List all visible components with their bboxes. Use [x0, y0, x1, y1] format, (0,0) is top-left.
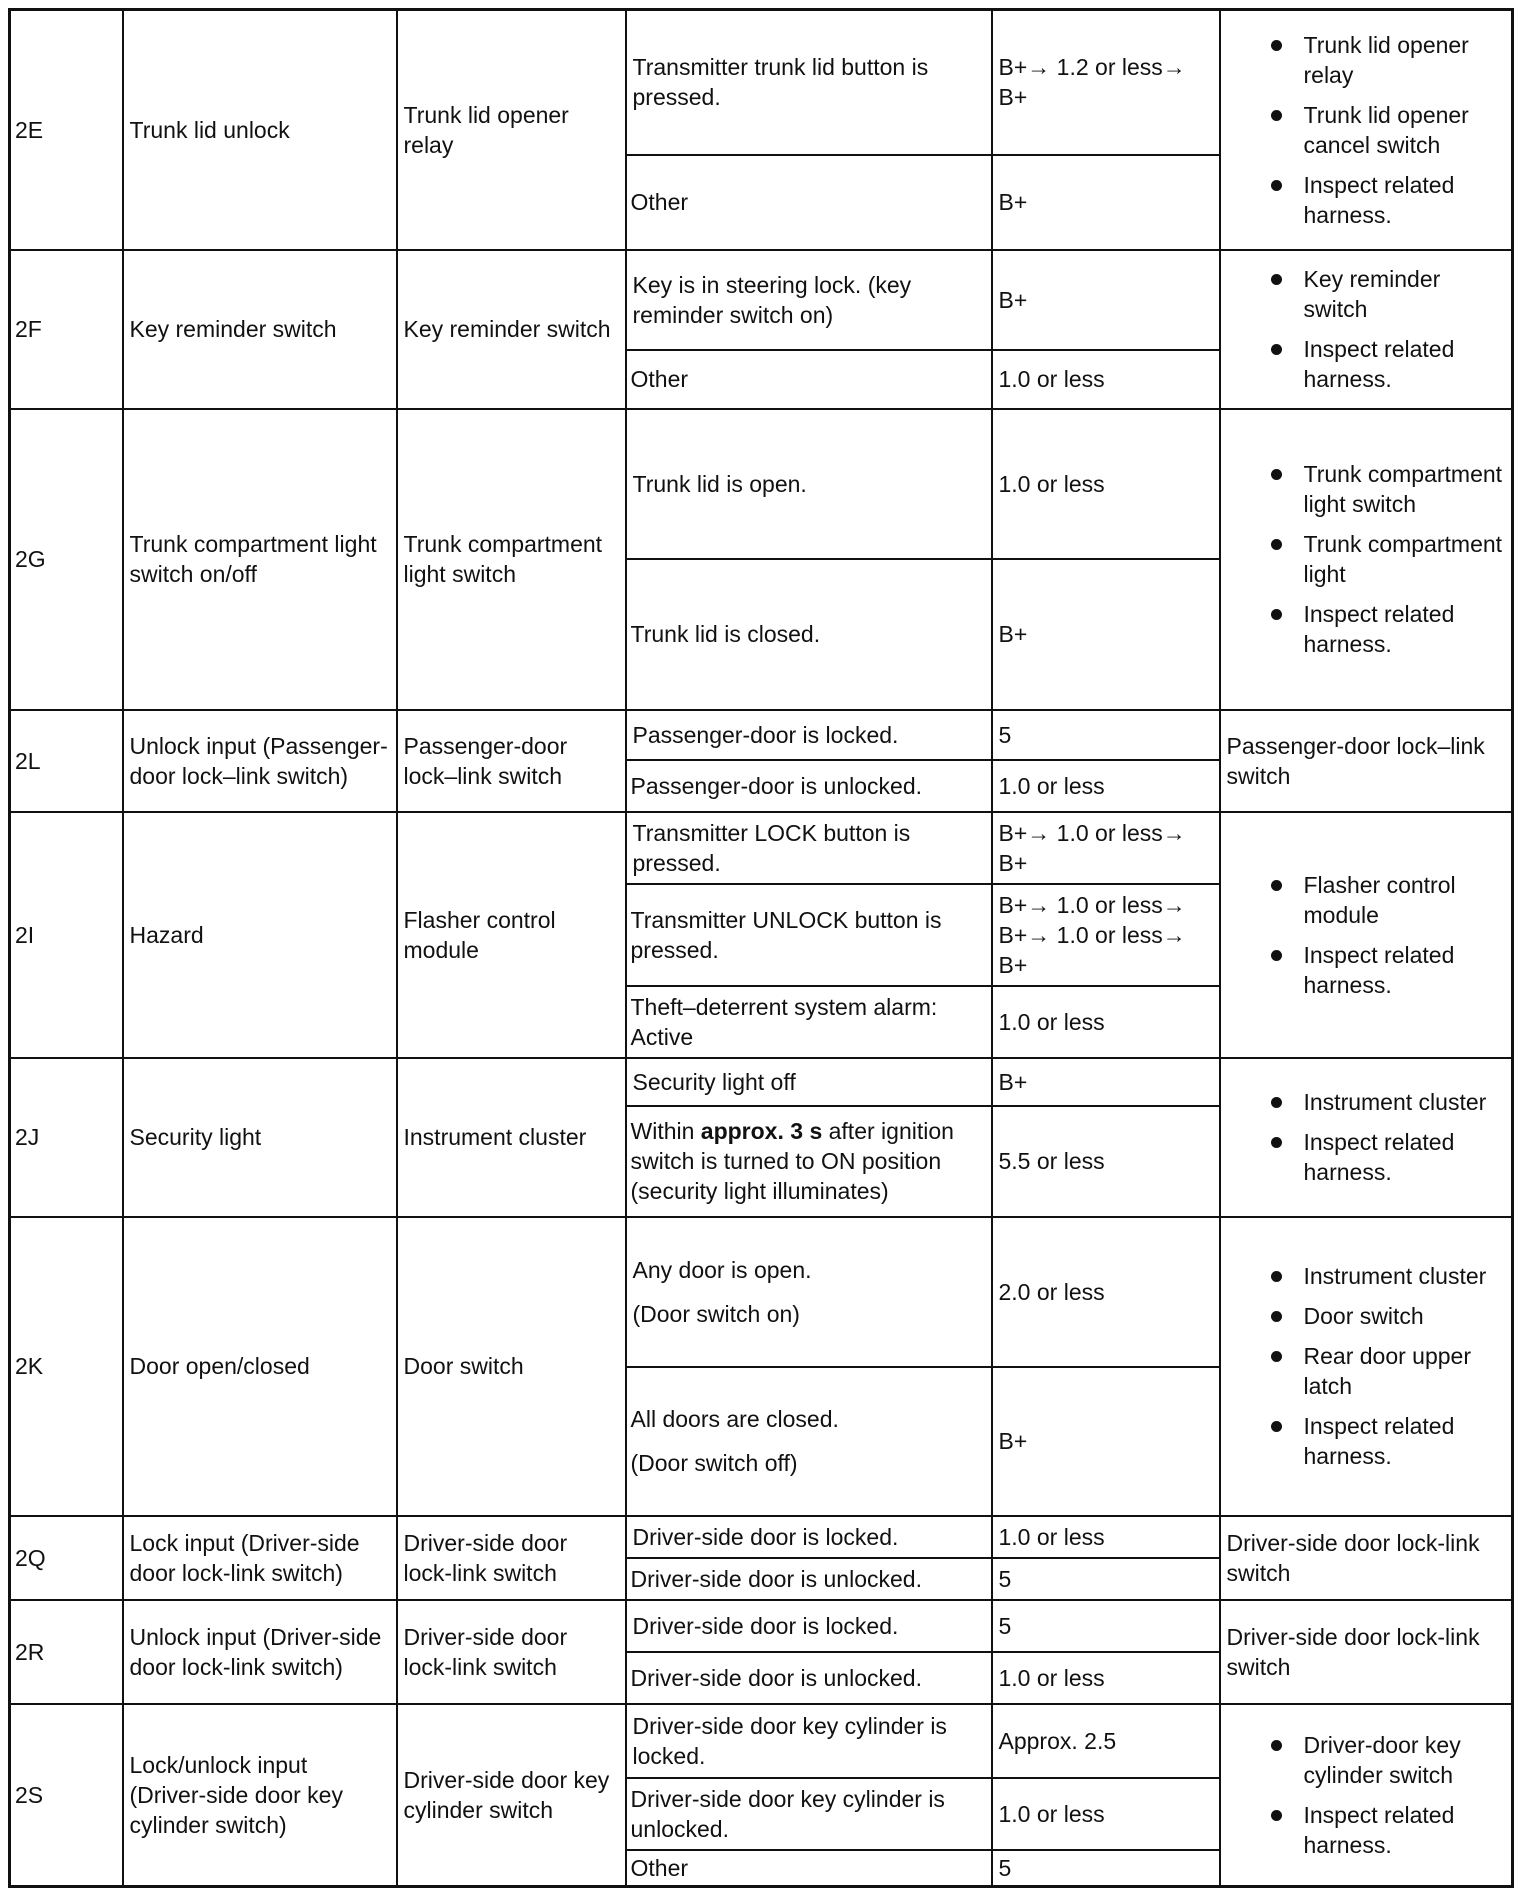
inspection-item: Inspect related harness. — [1227, 599, 1506, 659]
connected-to-cell: Trunk lid opener relay — [397, 10, 626, 250]
voltage-cell: 5 — [992, 1600, 1220, 1652]
connected-to-cell: Driver-side door key cylinder switch — [397, 1704, 626, 1887]
voltage-cell: B+→ 1.0 or less→ B+→ 1.0 or less→ B+ — [992, 884, 1220, 986]
terminal-cell: 2L — [10, 710, 123, 812]
inspection-item: Inspect related harness. — [1227, 1411, 1506, 1471]
inspection-item: Instrument cluster — [1227, 1261, 1506, 1291]
voltage-cell: B+→ 1.0 or less→ B+ — [992, 812, 1220, 884]
condition-cell: Trunk lid is open. — [626, 409, 992, 559]
terminal-cell: 2J — [10, 1058, 123, 1217]
signal-cell: Security light — [123, 1058, 397, 1217]
table-row — [10, 1058, 1513, 1106]
inspection-item: Inspect related harness. — [1227, 940, 1506, 1000]
terminal-cell: 2G — [10, 409, 123, 710]
condition-cell: Driver-side door key cylinder is unlocked. — [626, 1778, 992, 1850]
signal-cell: Door open/closed — [123, 1217, 397, 1516]
condition-cell: Passenger-door is unlocked. — [626, 760, 992, 812]
condition-cell — [626, 1217, 992, 1367]
inspection-cell — [1220, 250, 1513, 409]
voltage-cell: B+ — [992, 1367, 1220, 1516]
signal-cell: Unlock input (Driver-side door lock-link switch) — [123, 1600, 397, 1704]
condition-note: (Door switch off) — [630, 1450, 798, 1476]
terminal-cell: 2I — [10, 812, 123, 1058]
inspection-item: Inspect related harness. — [1227, 1800, 1506, 1860]
inspection-list — [1227, 264, 1506, 394]
voltage-cell: B+ — [992, 559, 1220, 710]
voltage-cell: 2.0 or less — [992, 1217, 1220, 1367]
signal-cell: Trunk lid unlock — [123, 10, 397, 250]
inspection-cell — [1220, 1217, 1513, 1516]
condition-cell: Driver-side door is locked. — [626, 1516, 992, 1558]
table-row — [10, 10, 1513, 155]
condition-cell: Transmitter trunk lid button is pressed. — [626, 10, 992, 155]
condition-note: (Door switch on) — [632, 1300, 800, 1327]
condition-cell: Other — [626, 155, 992, 250]
inspection-list — [1227, 870, 1506, 1000]
voltage-cell: 1.0 or less — [992, 760, 1220, 812]
inspection-item: Key reminder switch — [1227, 264, 1506, 324]
inspection-cell — [1220, 812, 1513, 1058]
voltage-cell: B+→ 1.2 or less→ B+ — [992, 10, 1220, 155]
connected-to-cell: Flasher control module — [397, 812, 626, 1058]
table-row — [10, 409, 1513, 559]
condition-cell: Transmitter LOCK button is pressed. — [626, 812, 992, 884]
voltage-cell: 1.0 or less — [992, 350, 1220, 409]
table-row — [10, 250, 1513, 350]
inspection-item: Trunk lid opener relay — [1227, 30, 1506, 90]
condition-cell — [626, 1106, 992, 1217]
condition-text: Within — [630, 1118, 701, 1144]
condition-cell: Other — [626, 350, 992, 409]
voltage-cell: 5 — [992, 1850, 1220, 1887]
inspection-cell: Passenger-door lock–link switch — [1220, 710, 1513, 812]
terminal-voltage-table — [8, 8, 1514, 1888]
condition-cell: Driver-side door is unlocked. — [626, 1652, 992, 1704]
inspection-item: Inspect related harness. — [1227, 1127, 1506, 1187]
inspection-item: Trunk compartment light switch — [1227, 459, 1506, 519]
table-row — [10, 1600, 1513, 1652]
table-row — [10, 1516, 1513, 1558]
table-row — [10, 1704, 1513, 1778]
table-row — [10, 812, 1513, 884]
condition-text: All doors are closed. — [630, 1406, 839, 1432]
condition-cell: Trunk lid is closed. — [626, 559, 992, 710]
voltage-cell: 5 — [992, 1558, 1220, 1600]
connected-to-cell: Door switch — [397, 1217, 626, 1516]
connected-to-cell: Passenger-door lock–link switch — [397, 710, 626, 812]
voltage-cell: 5.5 or less — [992, 1106, 1220, 1217]
voltage-cell: 1.0 or less — [992, 409, 1220, 559]
inspection-list — [1227, 1087, 1506, 1187]
terminal-cell: 2E — [10, 10, 123, 250]
condition-emphasis: approx. 3 s — [700, 1118, 823, 1144]
condition-cell: Security light off — [626, 1058, 992, 1106]
connected-to-cell: Driver-side door lock-link switch — [397, 1516, 626, 1600]
connected-to-cell: Key reminder switch — [397, 250, 626, 409]
inspection-item: Inspect related harness. — [1227, 334, 1506, 394]
signal-cell: Lock input (Driver-side door lock-link switch) — [123, 1516, 397, 1600]
voltage-cell: 1.0 or less — [992, 1778, 1220, 1850]
signal-cell: Lock/unlock input (Driver-side door key cylinder switch) — [123, 1704, 397, 1887]
inspection-item: Door switch — [1227, 1301, 1506, 1331]
inspection-cell — [1220, 1704, 1513, 1887]
inspection-item: Instrument cluster — [1227, 1087, 1506, 1117]
condition-cell: Driver-side door is locked. — [626, 1600, 992, 1652]
connected-to-cell: Driver-side door lock-link switch — [397, 1600, 626, 1704]
terminal-cell: 2S — [10, 1704, 123, 1887]
inspection-list — [1227, 459, 1506, 659]
terminal-cell: 2Q — [10, 1516, 123, 1600]
condition-cell — [626, 1367, 992, 1516]
connected-to-cell: Trunk compartment light switch — [397, 409, 626, 710]
table-row — [10, 1217, 1513, 1367]
inspection-cell — [1220, 409, 1513, 710]
condition-cell: Key is in steering lock. (key reminder switch on) — [626, 250, 992, 350]
condition-cell: Driver-side door is unlocked. — [626, 1558, 992, 1600]
terminal-cell: 2R — [10, 1600, 123, 1704]
inspection-cell: Driver-side door lock-link switch — [1220, 1600, 1513, 1704]
signal-cell: Key reminder switch — [123, 250, 397, 409]
condition-cell: Other — [626, 1850, 992, 1887]
condition-cell: Driver-side door key cylinder is locked. — [626, 1704, 992, 1778]
inspection-item: Rear door upper latch — [1227, 1341, 1506, 1401]
inspection-cell: Driver-side door lock-link switch — [1220, 1516, 1513, 1600]
voltage-cell: 1.0 or less — [992, 1516, 1220, 1558]
terminal-cell: 2K — [10, 1217, 123, 1516]
inspection-list — [1227, 1261, 1506, 1471]
voltage-cell: 1.0 or less — [992, 1652, 1220, 1704]
voltage-cell: B+ — [992, 1058, 1220, 1106]
table-row — [10, 710, 1513, 760]
condition-cell: Theft–deterrent system alarm: Active — [626, 986, 992, 1058]
inspection-list — [1227, 30, 1506, 230]
inspection-item: Trunk compartment light — [1227, 529, 1506, 589]
voltage-cell: 1.0 or less — [992, 986, 1220, 1058]
condition-cell: Passenger-door is locked. — [626, 710, 992, 760]
inspection-item: Trunk lid opener cancel switch — [1227, 100, 1506, 160]
condition-cell: Transmitter UNLOCK button is pressed. — [626, 884, 992, 986]
inspection-cell — [1220, 10, 1513, 250]
condition-text: after ignition switch is turned to ON position (security light illuminates) — [630, 1118, 954, 1204]
voltage-cell: B+ — [992, 250, 1220, 350]
voltage-cell: Approx. 2.5 — [992, 1704, 1220, 1778]
terminal-cell: 2F — [10, 250, 123, 409]
inspection-item: Flasher control module — [1227, 870, 1506, 930]
voltage-cell: B+ — [992, 155, 1220, 250]
signal-cell: Unlock input (Passenger-door lock–link switch) — [123, 710, 397, 812]
inspection-cell — [1220, 1058, 1513, 1217]
connected-to-cell: Instrument cluster — [397, 1058, 626, 1217]
inspection-list — [1227, 1730, 1506, 1860]
voltage-cell: 5 — [992, 710, 1220, 760]
signal-cell: Trunk compartment light switch on/off — [123, 409, 397, 710]
inspection-item: Driver-door key cylinder switch — [1227, 1730, 1506, 1790]
inspection-item: Inspect related harness. — [1227, 170, 1506, 230]
signal-cell: Hazard — [123, 812, 397, 1058]
condition-text: Any door is open. — [632, 1256, 812, 1283]
